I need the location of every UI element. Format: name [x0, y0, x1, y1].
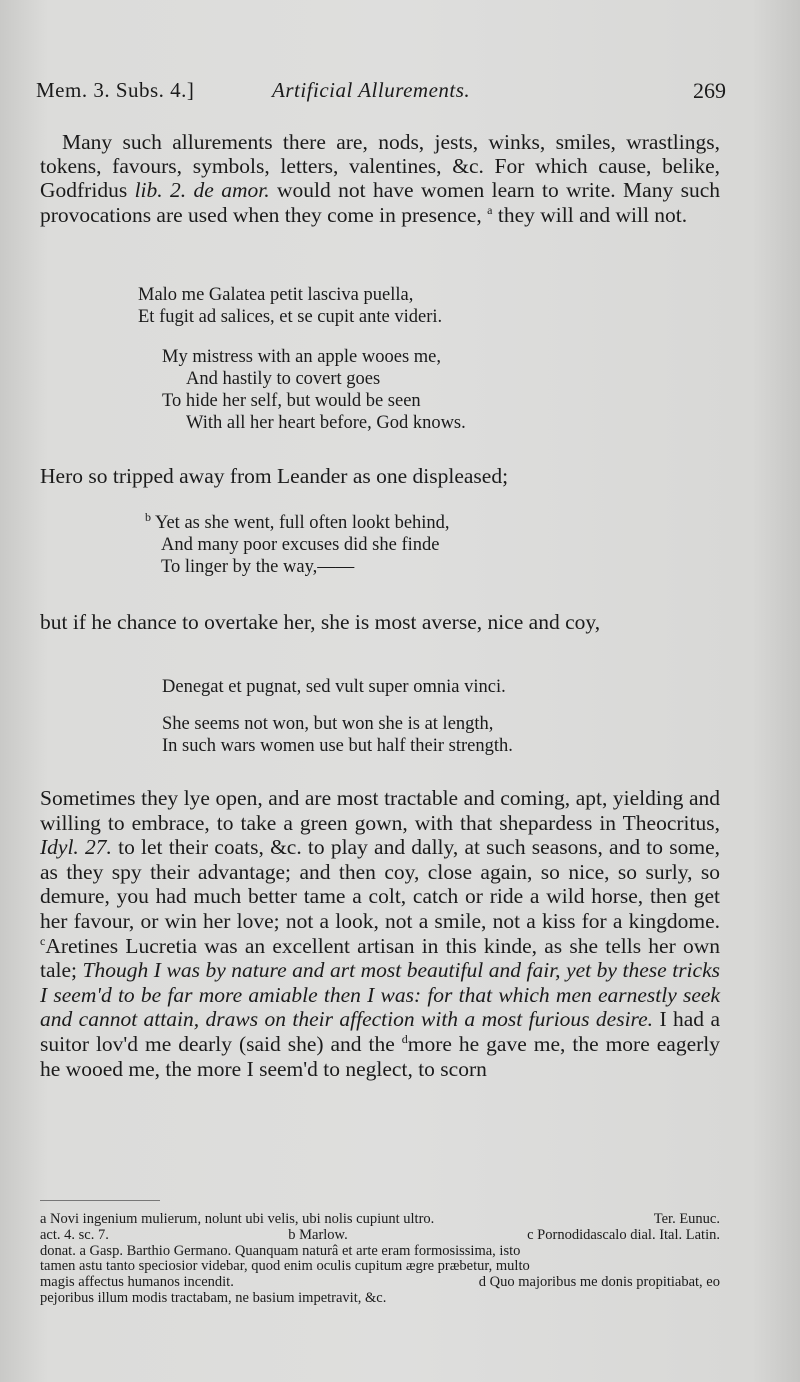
- running-title: Artificial Allurements.: [272, 78, 471, 102]
- verse-line: In such wars women use but half their strength.: [162, 736, 513, 756]
- english-verse-wars: [162, 713, 513, 757]
- paragraph-averse: but if he chance to overtake her, she is most averse, nice and coy,: [40, 610, 601, 634]
- footnote-marker: c: [40, 933, 46, 948]
- latin-verse-denegat: Denegat et pugnat, sed vult super omnia vinci.: [162, 677, 506, 697]
- verse-line: Yet as she went, full often lookt behind,: [154, 513, 450, 533]
- verse-line: My mistress with an apple wooes me,: [162, 347, 441, 367]
- para1-text: Many such allurements there are, nods, jests, winks, smiles, wrastlings, tokens, favours, symbols, letters, valentines, &c. For which cause, belike, Godfridus: [40, 130, 720, 203]
- footnote-d: d Quo majoribus me donis propitiabat, eo: [478, 1274, 720, 1291]
- footnote-marker: d: [401, 1031, 408, 1046]
- english-verse-marlow: [145, 509, 450, 578]
- paragraph-allurements: [40, 130, 720, 227]
- latin-verse-galatea: [138, 284, 442, 328]
- verse-line: She seems not won, but won she is at length,: [162, 714, 494, 734]
- para3-text: I had a suitor lov'd me dearly (said she) and the: [40, 1007, 720, 1056]
- english-verse-mistress: [162, 346, 466, 434]
- footnote-a-source: Ter. Eunuc.: [653, 1211, 720, 1227]
- running-header: [36, 78, 726, 108]
- hero-sentence: Hero so tripped away from Leander as one displeased;: [40, 464, 509, 488]
- footnote-line: pejoribus illum modis tractabam, ne basium impetravit, &c.: [40, 1290, 387, 1306]
- footnote-marker: b: [145, 509, 151, 524]
- verse-line: And hastily to covert goes: [186, 369, 381, 389]
- footnote-rule: [40, 1200, 160, 1201]
- verse-line: With all her heart before, God knows.: [186, 413, 466, 433]
- verse-line: To linger by the way,——: [161, 557, 355, 577]
- footnote-line: [40, 1212, 720, 1228]
- para1-citation: lib. 2. de amor.: [134, 178, 270, 203]
- footnote-line: [40, 1228, 720, 1244]
- para3-text: Aretines Lucretia was an excellent artisan in this kinde, as she tells her own tale;: [40, 933, 720, 983]
- verse-line: And many poor excuses did she finde: [161, 535, 440, 555]
- verse-line: Malo me Galatea petit lasciva puella,: [138, 285, 414, 305]
- verse-line: Et fugit ad salices, et se cupit ante videri.: [138, 307, 443, 327]
- paragraph-tractable: [40, 786, 720, 1081]
- para1-text: they will and will not.: [492, 202, 688, 227]
- para3-quotation: Though I was by nature and art most beautiful and fair, yet by these tricks I seem'd to be far more amiable then I was: for that which men earnestly seek and cannot attain, draws on their affection with a most furious desire.: [40, 958, 720, 1032]
- verse-line: To hide her self, but would be seen: [162, 391, 421, 411]
- para3-citation: Idyl. 27.: [40, 835, 112, 860]
- footnote-marker: a: [487, 202, 493, 217]
- footnotes: [40, 1212, 720, 1307]
- para1-text: would not have women learn to write. Many such provocations are used when they come in presence,: [40, 178, 721, 227]
- footnote-line: tamen astu tanto speciosior videbar, quod enim oculis cupitum ægre præbetur, multo: [40, 1259, 530, 1275]
- footnote-line: [40, 1275, 720, 1291]
- footnote-a: a Novi ingenium mulierum, nolunt ubi velis, ubi nolis cupiunt ultro.: [40, 1211, 435, 1227]
- para3-text: to let their coats, &c. to play and dally, at such seasons, and to some, as they spy their advantage; and then coy, close again, so nice, so surly, so demure, you had much better tame a colt, catch or ride a wild horse, then get her favour, or win her love; not a look, not a smile, not a kiss for a kingdome.: [40, 835, 720, 933]
- footnote-b: b Marlow.: [288, 1226, 348, 1243]
- footnote-c: c Pornodidascalo dial. Ital. Latin.: [527, 1226, 720, 1243]
- page-number: 269: [693, 78, 726, 103]
- footnote-line: donat. a Gasp. Barthio Germano. Quanquam naturâ et arte eram formosissima, isto: [40, 1243, 521, 1259]
- para3-text: more he gave me, the more eagerly he wooed me, the more I seem'd to neglect, to scorn: [40, 1031, 720, 1081]
- para3-text: Sometimes they lye open, and are most tractable and coming, apt, yielding and willing to embrace, to take a green gown, with that shepardess in Theocritus,: [40, 786, 720, 835]
- footnote-a-source: act. 4. sc. 7.: [40, 1226, 109, 1243]
- section-reference: Mem. 3. Subs. 4.]: [36, 78, 195, 102]
- footnote-c-text: magis affectus humanos incendit.: [40, 1274, 234, 1291]
